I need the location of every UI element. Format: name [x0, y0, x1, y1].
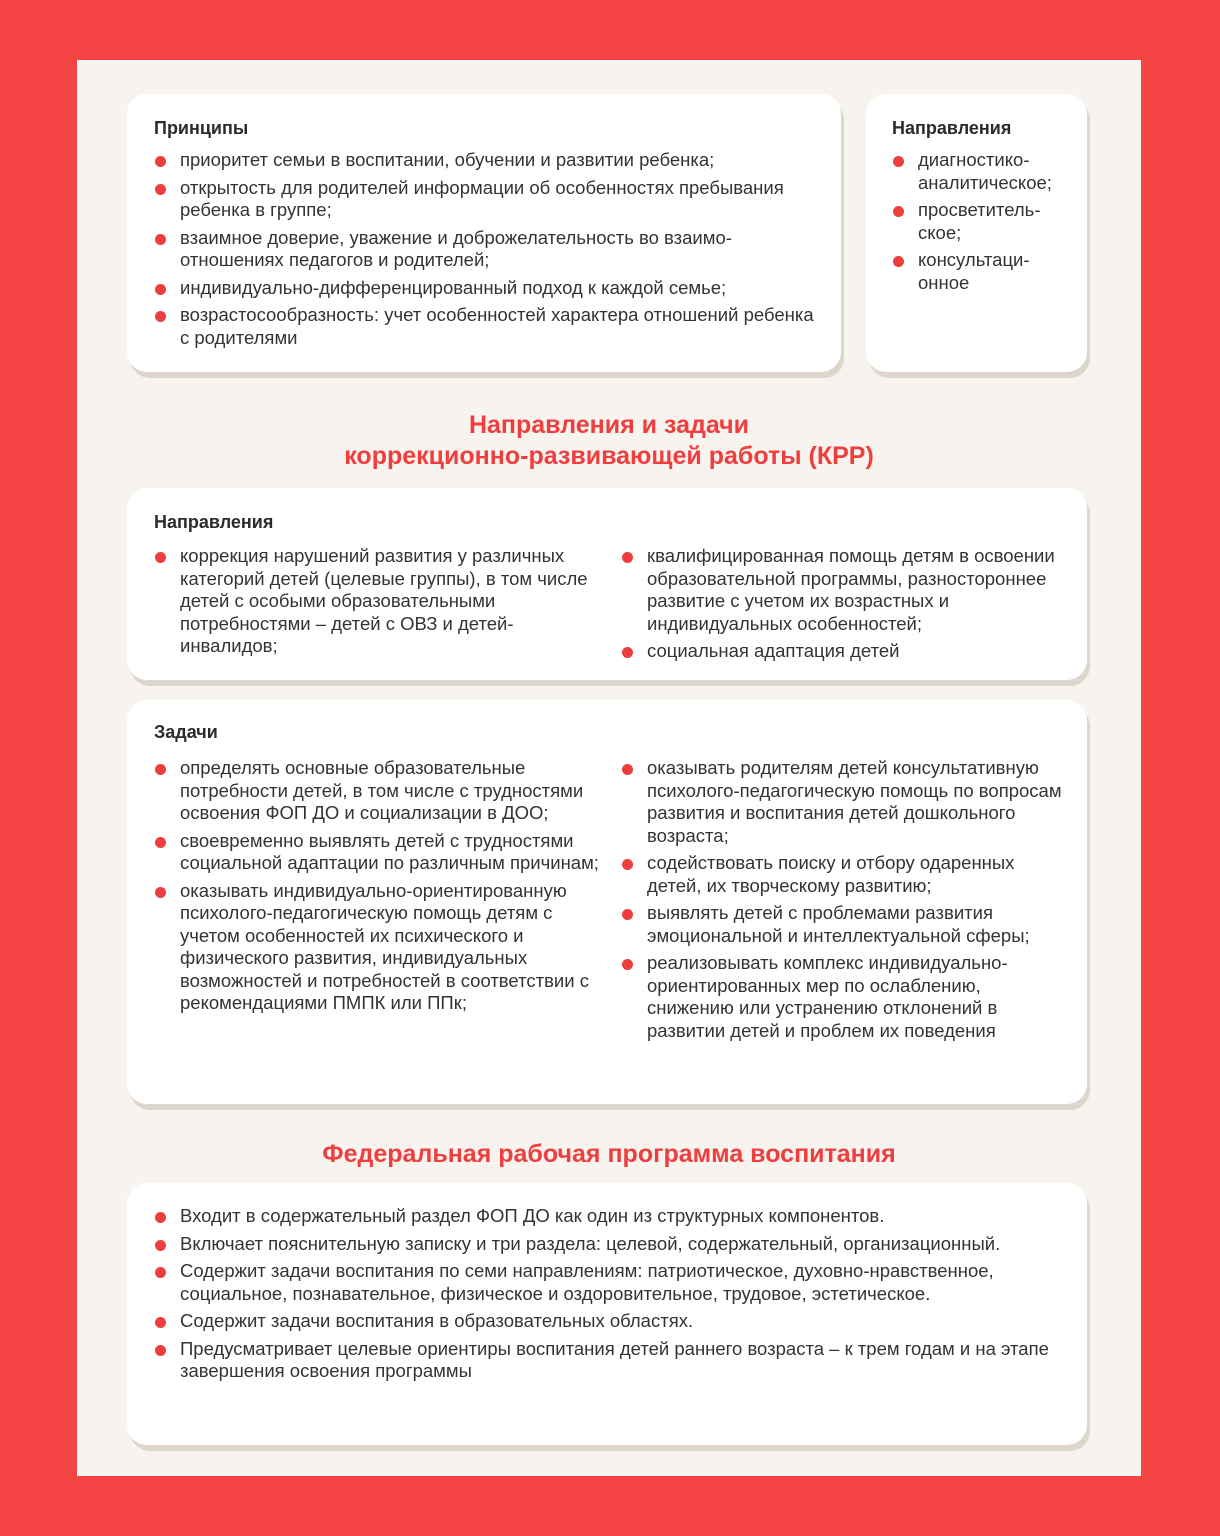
bullet-icon: [155, 764, 166, 775]
list-item: Входит в содержательный раздел ФОП ДО как один из структурных компонентов.: [154, 1205, 1064, 1228]
list-item: диагностико-аналитическое;: [892, 149, 1052, 194]
list-item: определять основные образовательные потребности детей, в том числе с трудностями освоения ФОП ДО и социализации в ДОО;: [154, 757, 602, 825]
bullet-icon: [622, 764, 633, 775]
list-item: оказывать индивидуально-ориентированную психолого-педагогическую помощь детям с учетом особенностей их психического и физического развития, индивидуальных возможностей и потребностей в соответствии с рекомендациями ПМПК или ППк;: [154, 880, 602, 1015]
krr-tasks-right-list: [621, 757, 1067, 1047]
directions-card: [866, 94, 1087, 372]
bullet-icon: [155, 552, 166, 563]
list-item: реализовывать комплекс индивидуально-ориентированных мер по ослаблению, снижению или устранению отклонений в развитии детей и проблем их поведения: [621, 952, 1067, 1042]
bullet-icon: [155, 837, 166, 848]
directions-title: Направления: [892, 118, 1012, 138]
krr-heading-line2: коррекционно-развивающей работы (КРР): [344, 442, 874, 470]
list-item: приоритет семьи в воспитании, обучении и развитии ребенка;: [154, 149, 814, 172]
krr-directions-left-list: [154, 545, 602, 663]
principles-list: [154, 149, 814, 354]
bullet-icon: [622, 959, 633, 970]
frpv-heading: Федеральная рабочая программа воспитания: [322, 1140, 896, 1168]
list-item: оказывать родителям детей консультативную психолого-педагогическую помощь по вопросам развития и воспитания детей дошкольного возраста;: [621, 757, 1067, 847]
bullet-icon: [893, 256, 904, 267]
krr-tasks-title: Задачи: [154, 722, 218, 742]
list-item: взаимное доверие, уважение и доброжелательность во взаимо-отношениях педагогов и родителей;: [154, 227, 814, 272]
bullet-icon: [155, 887, 166, 898]
bullet-icon: [622, 859, 633, 870]
bullet-icon: [155, 1267, 166, 1278]
directions-list: [892, 149, 1052, 299]
bullet-icon: [155, 156, 166, 167]
list-item: открытость для родителей информации об особенностях пребывания ребенка в группе;: [154, 177, 814, 222]
bullet-icon: [155, 1345, 166, 1356]
krr-directions-title: Направления: [154, 512, 274, 532]
bullet-icon: [155, 234, 166, 245]
list-item: возрастосообразность: учет особенностей характера отношений ребенка с родителями: [154, 304, 814, 349]
bullet-icon: [893, 206, 904, 217]
list-item: выявлять детей с проблемами развития эмоциональной и интеллектуальной сферы;: [621, 902, 1067, 947]
list-item: Включает пояснительную записку и три раздела: целевой, содержательный, организационный.: [154, 1233, 1064, 1256]
krr-heading-line1: Направления и задачи: [468, 411, 750, 439]
bullet-icon: [893, 156, 904, 167]
bullet-icon: [622, 647, 633, 658]
list-item: социальная адаптация детей: [621, 640, 1067, 663]
list-item: квалифицированная помощь детям в освоении образовательной программы, разностороннее развитие с учетом их возрастных и индивидуальных особенностей;: [621, 545, 1067, 635]
list-item: консультаци-онное: [892, 249, 1052, 294]
list-item: содействовать поиску и отбору одаренных детей, их творческому развитию;: [621, 852, 1067, 897]
list-item: Предусматривает целевые ориентиры воспитания детей раннего возраста – к трем годам и на этапе завершения освоения программы: [154, 1338, 1064, 1383]
bullet-icon: [155, 1240, 166, 1251]
bullet-icon: [622, 909, 633, 920]
bullet-icon: [155, 184, 166, 195]
krr-directions-card: [127, 488, 1087, 680]
bullet-icon: [155, 1212, 166, 1223]
bullet-icon: [622, 552, 633, 563]
frpv-list: [154, 1205, 1064, 1388]
bullet-icon: [155, 1317, 166, 1328]
list-item: коррекция нарушений развития у различных категорий детей (целевые группы), в том числе детей с особыми образовательными потребностями – детей с ОВЗ и детей-инвалидов;: [154, 545, 602, 658]
krr-heading: [77, 410, 1141, 472]
krr-tasks-card: [127, 700, 1087, 1104]
bullet-icon: [155, 311, 166, 322]
list-item: Содержит задачи воспитания в образовательных областях.: [154, 1310, 1064, 1333]
krr-directions-right-list: [621, 545, 1067, 668]
principles-title: Принципы: [154, 118, 249, 138]
bullet-icon: [155, 284, 166, 295]
list-item: своевременно выявлять детей с трудностями социальной адаптации по различным причинам;: [154, 830, 602, 875]
list-item: просветитель-ское;: [892, 199, 1052, 244]
list-item: индивидуально-дифференцированный подход к каждой семье;: [154, 277, 814, 300]
krr-tasks-left-list: [154, 757, 602, 1020]
page-sheet: [77, 60, 1141, 1476]
list-item: Содержит задачи воспитания по семи направлениям: патриотическое, духовно-нравственное, социальное, познавательное, физическое и оздоровительное, трудовое, эстетическое.: [154, 1260, 1064, 1305]
frpv-card: [127, 1183, 1087, 1445]
principles-card: [127, 94, 841, 372]
